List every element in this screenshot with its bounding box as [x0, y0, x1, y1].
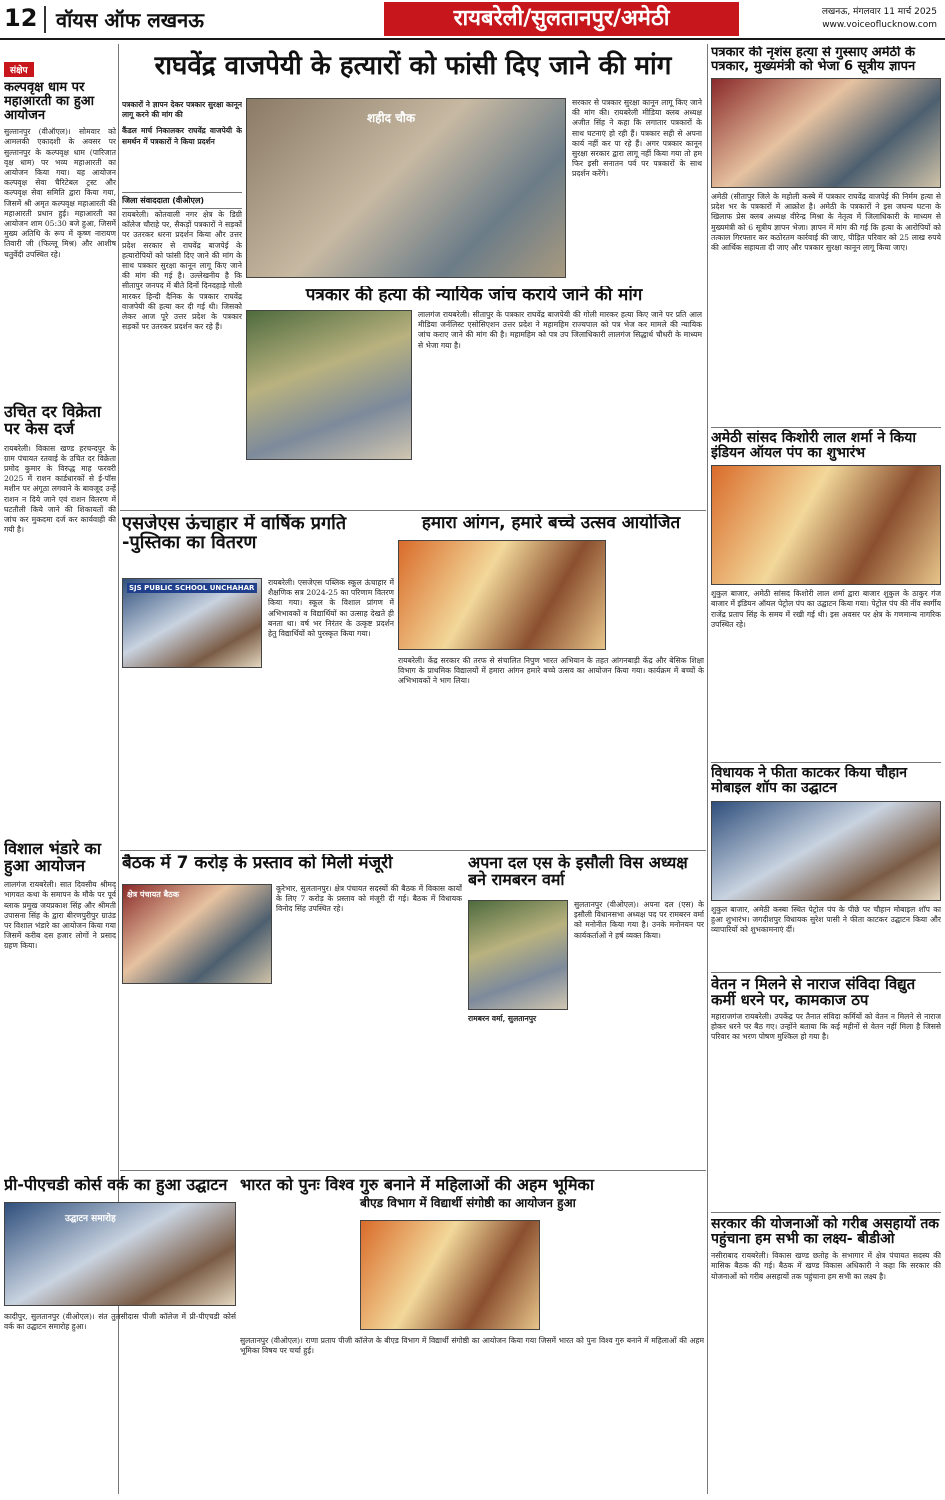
bottom-center-photo — [360, 1220, 540, 1330]
lead-body-2: सरकार से पत्रकार सुरक्षा कानून लागू किए जाने की मांग की। रायबरेली मीडिया क्लब अध्यक्ष अजीत सिंह ने कहा कि लगातार पत्रकारों के साथ घटनाएं हो रही हैं। पत्रकार सही से अपना कार्य नहीं कर पा रहे हैं। अगर पत्रकार कानून सुरक्षा सरकार द्वारा लागू नहीं किया गया तो हम फिर इसी सनातन पर्व पर पत्रकारों के साथ प्रदर्शन करेंगे। — [572, 98, 702, 179]
paper-name: वॉयस ऑफ लखनऊ — [44, 6, 204, 33]
mid-right-headline: हमारा आंगन, हमारे बच्चे उत्सव आयोजित — [421, 514, 681, 533]
right-mid-headline: अमेठी सांसद किशोरी लाल शर्मा ने किया इंडियन ऑयल पंप का शुभारंभ — [711, 430, 916, 462]
brief-body-3: लालगंज रायबरेली। सात दिवसीय श्रीमद् भागवत कथा के समापन के मौके पर पूर्व ब्लाक प्रमुख जयप्रकाश सिंह और श्रीमती उपासना सिंह के द्वारा बीरणपुरीपुर ग्राउंड पर विशाल भंडारे का आयोजन किया गया जिसमें करीब दस हजार लोगों ने प्रसाद ग्रहण किया। — [4, 880, 116, 951]
bottom-mid-body: कूरेभार, सुलतानपुर। क्षेत्र पंचायत सदस्यों की बैठक में विकास कार्यों के लिए 7 करोड़ के प्रस्ताव को मंजूरी दी गई। बैठक में विधायक विनोद सिंह उपस्थित रहे। — [276, 884, 462, 914]
lead-bullets — [122, 100, 242, 190]
right-mid2-body: शुकुल बाजार, अमेठी कस्बा स्थित पेट्रोल पंप के पीछे पर चौहान मोबाइल शॉप का हुआ शुभारंभ। जगदीशपुर विधायक सुरेश पासी ने फीता काटकर उद्घाटन किया और व्यापारियों को शुभकामनाएं दीं। — [711, 904, 941, 934]
right-top-photo — [711, 78, 941, 188]
right-end-headline: सरकार की योजनाओं को गरीब असहायों तक पहुंचाना हम सभी का लक्ष्य- बीडीओ — [711, 1212, 941, 1247]
lead-subheadline: पत्रकार की हत्या की न्यायिक जांच कराये जाने की मांग — [305, 286, 643, 305]
bottom-mid-story — [122, 854, 462, 1166]
bottom-center-headline: भारत को पुनः विश्व गुरु बनाने में महिलाओं की अहम भूमिका — [240, 1176, 594, 1194]
right-column — [711, 46, 941, 1496]
mid-left-body: रायबरेली। एसजेएस पब्लिक स्कूल ऊंचाहार में शैक्षणिक सत्र 2024-25 का परिणाम वितरण किया गया। स्कूल के विशाल प्रांगण में अभिभावकों व विद्यार्थियों का उत्साह देखते ही बनता था। वर्ष भर निरंतर के उत्कृष्ट प्रदर्शन हेतु विद्यार्थियों को पुरस्कृत किया गया। — [268, 578, 394, 639]
page-number: 12 — [4, 4, 38, 32]
lead-second-photo — [246, 310, 412, 460]
right-mid-photo — [711, 465, 941, 585]
school-banner-text: SJS PUBLIC SCHOOL UNCHAHAR — [127, 583, 257, 593]
right-bot-headline: वेतन न मिलने से नाराज संविदा विद्युत कर्मी धरने पर, कामकाज ठप — [711, 974, 916, 1009]
lead-story — [122, 46, 704, 508]
mid-right-story — [398, 514, 704, 846]
mid-left-headline: एसजेएस ऊंचाहार में वार्षिक प्रगति -पुस्तिका का वितरण — [122, 514, 347, 554]
bottom-center-body: सुलतानपुर (वीओएल)। राणा प्रताप पीजी कॉलेज के बीएड विभाग में विद्यार्थी संगोष्ठी का आयोजन किया गया जिसमें भारत को पुनः विश्व गुरु बनाने में महिलाओं की अहम भूमिका विषय पर चर्चा हुई। — [240, 1336, 704, 1356]
mid-left-photo — [122, 578, 262, 668]
bottom-left-headline: प्री-पीएचडी कोर्स वर्क का हुआ उद्घाटन — [4, 1176, 228, 1194]
right-bot-body: महाराजगंज रायबरेली। उपकेंद्र पर तैनात संविदा कर्मियों को वेतन न मिलने से नाराज होकर धरने पर बैठ गए। उन्होंने बताया कि कई महीनों से वेतन नहीं मिला है जिससे परिवार का भरण पोषण मुश्किल हो गया है। — [711, 1011, 941, 1042]
lead-bullet-1: पत्रकारों ने ज्ञापन देकर पत्रकार सुरक्षा कानून लागू करने की मांग की — [122, 100, 242, 120]
brief-body-2: रायबरेली। विकास खण्ड हरचन्दपुर के ग्राम पंचायत रतवाई के उचित दर विक्रेता प्रमोद कुमार के विरुद्ध माह फरवरी 2025 में राशन कार्डधारकों से ई-पॉस मशीन पर अंगूठा लगवाने के बावजूद उन्हें राशन न दिये जाने एवं राशन वितरण में घटतौली किये जाने की शिकायतों की जांच कर मुकदमा दर्ज कर कार्यवाही की गयी है। — [4, 443, 116, 535]
lead-bullet-2: कैंडल मार्च निकालकर राघवेंद्र वाजपेयी के समर्थन में पत्रकारों ने किया प्रदर्शन — [122, 126, 242, 146]
mid-right-photo — [398, 540, 606, 650]
brief-headline-3: विशाल भंडारे का हुआ आयोजन — [4, 838, 101, 875]
bottom-left-photo — [4, 1202, 236, 1306]
brief-headline-2: उचित दर विक्रेता पर केस दर्ज — [4, 402, 101, 439]
lead-body: रायबरेली। कोतवाली नगर क्षेत्र के डिग्री कॉलेज चौराहे पर, सैकड़ों पत्रकारों ने सड़कों पर उतरकर धरना प्रदर्शन किया और उत्तर प्रदेश सरकार से राघवेंद्र बाजपेई के हत्यारोपियों को फांसी दिए जाने की मांग के साथ पत्रकार सुरक्षा कानून लागू किए जाने की मांग की गई है। उल्लेखनीय है कि सीतापुर जनपद में बीते दिनों दिनदहाड़े गोली मारकर हिन्दी दैनिक के पत्रकार राघवेंद्र वाजपेयी की हत्या कर दी गई थी। जिसको लेकर आज पूरे उत्तर प्रदेश के पत्रकार सड़कों पर उतरकर प्रदर्शन कर रहे हैं। — [122, 210, 242, 332]
right-top-headline: पत्रकार की नृशंस हत्या से गुस्साए अमेठी के पत्रकार, मुख्यमंत्री को भेजा 6 सूत्रीय ज्ञापन — [711, 46, 916, 75]
bottom-center-story — [240, 1176, 704, 1496]
photo-sign-text: शहीद चौक — [367, 111, 416, 125]
right-mid-body: शुकुल बाजार, अमेठी सांसद किशोरी लाल शर्मा द्वारा बाजार शुकुल के ठाकुर गंज बाजार में इंडियन ऑयल पेट्रोल पंप का उद्घाटन किया गया। पेट्रोल पंप की नींव स्वर्गीय राजेंद्र प्रताप सिंह के समय में रखी गई थी। इस अवसर पर क्षेत्र के गणमान्य नागरिक उपस्थित रहे। — [711, 589, 941, 629]
region-banner: रायबरेली/सुलतानपुर/अमेठी — [384, 2, 739, 36]
date: लखनऊ, मंगलवार 11 मार्च 2025 — [821, 7, 937, 17]
lead-byline: जिला संवाददाता (वीओएल) — [122, 192, 242, 209]
right-end-body: नसीराबाद रायबरेली। विकास खण्ड छतोह के सभागार में क्षेत्र पंचायत सदस्य की मासिक बैठक की गई। बैठक में खण्ड विकास अधिकारी ने कहा कि सरकार की योजनाओं को गरीब असहायों तक पहुंचाना हम सभी का लक्ष्य है। — [711, 1251, 941, 1281]
masthead — [0, 0, 945, 40]
lead-headline: राघवेंद्र वाजपेयी के हत्यारों को फांसी दिए जाने की मांग — [154, 51, 672, 81]
lead-protest-photo — [246, 98, 566, 278]
right-mid2-headline: विधायक ने फीता काटकर किया चौहान मोबाइल शॉप का उद्घाटन — [711, 765, 908, 797]
bottom-left-story — [4, 1176, 236, 1496]
bottom-right-headline: अपना दल एस के इसौली विस अध्यक्ष बने रामबरन वर्मा — [468, 854, 688, 890]
lead-sub-body: लालगंज रायबरेली। सीतापुर के पत्रकार राघवेंद्र बाजपेयी की गोली मारकर हत्या किए जाने पर प्रति आल मीडिया जर्नलिस्ट एसोसिएशन उत्तर प्रदेश ने महामहिम राज्यपाल को पत्र भेज कर मामले की न्यायिक जांच कराए जाने की मांग की है। महामहिम को पत्र उप जिलाधिकारी लालगंज सिद्धार्थ चौधरी के माध्यम से भेजा गया है। — [418, 310, 702, 350]
right-mid2-photo — [711, 801, 941, 901]
bottom-left-body: कादीपुर, सुलतानपुर (वीओएल)। संत तुलसीदास पीजी कॉलेज में प्री-पीएचडी कोर्स वर्क का उद्घाटन समारोह हुआ। — [4, 1312, 236, 1332]
bottom-left-photo-text: उद्घाटन समारोह — [65, 1214, 116, 1224]
bottom-right-photo — [468, 900, 568, 1010]
brief-body-1: सुल्तानपुर (वीऑएल)। सोमवार को आमलकी एकादशी के अवसर पर सुल्तानपुर के कल्पवृक्ष धाम (पारिजात वृक्ष धाम) पर भव्य महाआरती का आयोजन किया गया। यह आयोजन कल्पवृक्ष सेवा चैरिटेबल ट्रस्ट और कल्पवृक्ष सेवा समिति द्वारा किया गया, जिसमें श्री अमृत कल्पवृक्ष महाआरती की महाआरती प्रधान हुई। महाआरती का आयोजन शाम 05:30 बजे हुआ, जिसमें मुख्य अतिथि के रूप में कृष्ण नारायण तिवारी जी (फिल्लू मिश्र) और आशीष चतुर्वेदी उपस्थित रहे। — [4, 127, 116, 259]
right-top-body: अमेठी (सीतापुर जिले के महोली कस्बे में पत्रकार राघवेंद्र वाजपेई की निर्मम हत्या से प्रदेश भर के पत्रकारों में आक्रोश है। अमेठी के पत्रकारों ने इस जघन्य घटना के खिलाफ प्रेस क्लब अध्यक्ष वीरेन्द्र मिश्रा के नेतृत्व में जिलाधिकारी के माध्यम से मुख्यमंत्री को 6 सूत्रीय ज्ञापन भेजा। ज्ञापन में मांग की गई कि हत्या के आरोपियों को तत्काल गिरफ्तार कर कठोरतम कार्रवाई की जाए, पीड़ित परिवार को 25 लाख रुपये की आर्थिक सहायता दी जाए और पत्रकार सुरक्षा कानून लागू किया जाए। — [711, 192, 941, 253]
bottom-right-caption: रामबरन वर्मा, सुलतानपुर — [468, 1014, 537, 1023]
bottom-mid-photo-text: क्षेत्र पंचायत बैठक — [127, 890, 179, 899]
site-url[interactable]: www.voiceoflucknow.com — [822, 20, 937, 30]
bottom-right-body: सुलतानपुर (वीओएल)। अपना दल (एस) के इसौली विधानसभा अध्यक्ष पद पर रामबरन वर्मा को मनोनीत किया गया है। उनके मनोनयन पर कार्यकर्ताओं ने हर्ष व्यक्त किया। — [574, 900, 704, 940]
dateline — [822, 6, 937, 32]
bottom-mid-photo — [122, 884, 272, 984]
bottom-mid-headline: बैठक में 7 करोड़ के प्रस्ताव को मिली मंजूरी — [122, 854, 393, 873]
brief-headline-1: कल्पवृक्ष धाम पर महाआरती का हुआ आयोजन — [4, 80, 95, 124]
bottom-right-story — [468, 854, 704, 1166]
mid-right-body: रायबरेली। केंद्र सरकार की तरफ से संचालित निपुण भारत अभियान के तहत आंगनबाड़ी केंद्र और बेसिक शिक्षा विभाग के प्राथमिक विद्यालयों में हमारा आंगन हमारे बच्चे उत्सव का आयोजन किया गया। कार्यक्रम में बच्चों के अभिभावकों ने भाग लिया। — [398, 656, 704, 686]
mid-left-story — [122, 514, 394, 846]
brief-label: संक्षेप — [4, 62, 34, 77]
bottom-center-subheadline: बीएड विभाग में विद्यार्थी संगोष्ठी का आयोजन हुआ — [360, 1196, 576, 1211]
